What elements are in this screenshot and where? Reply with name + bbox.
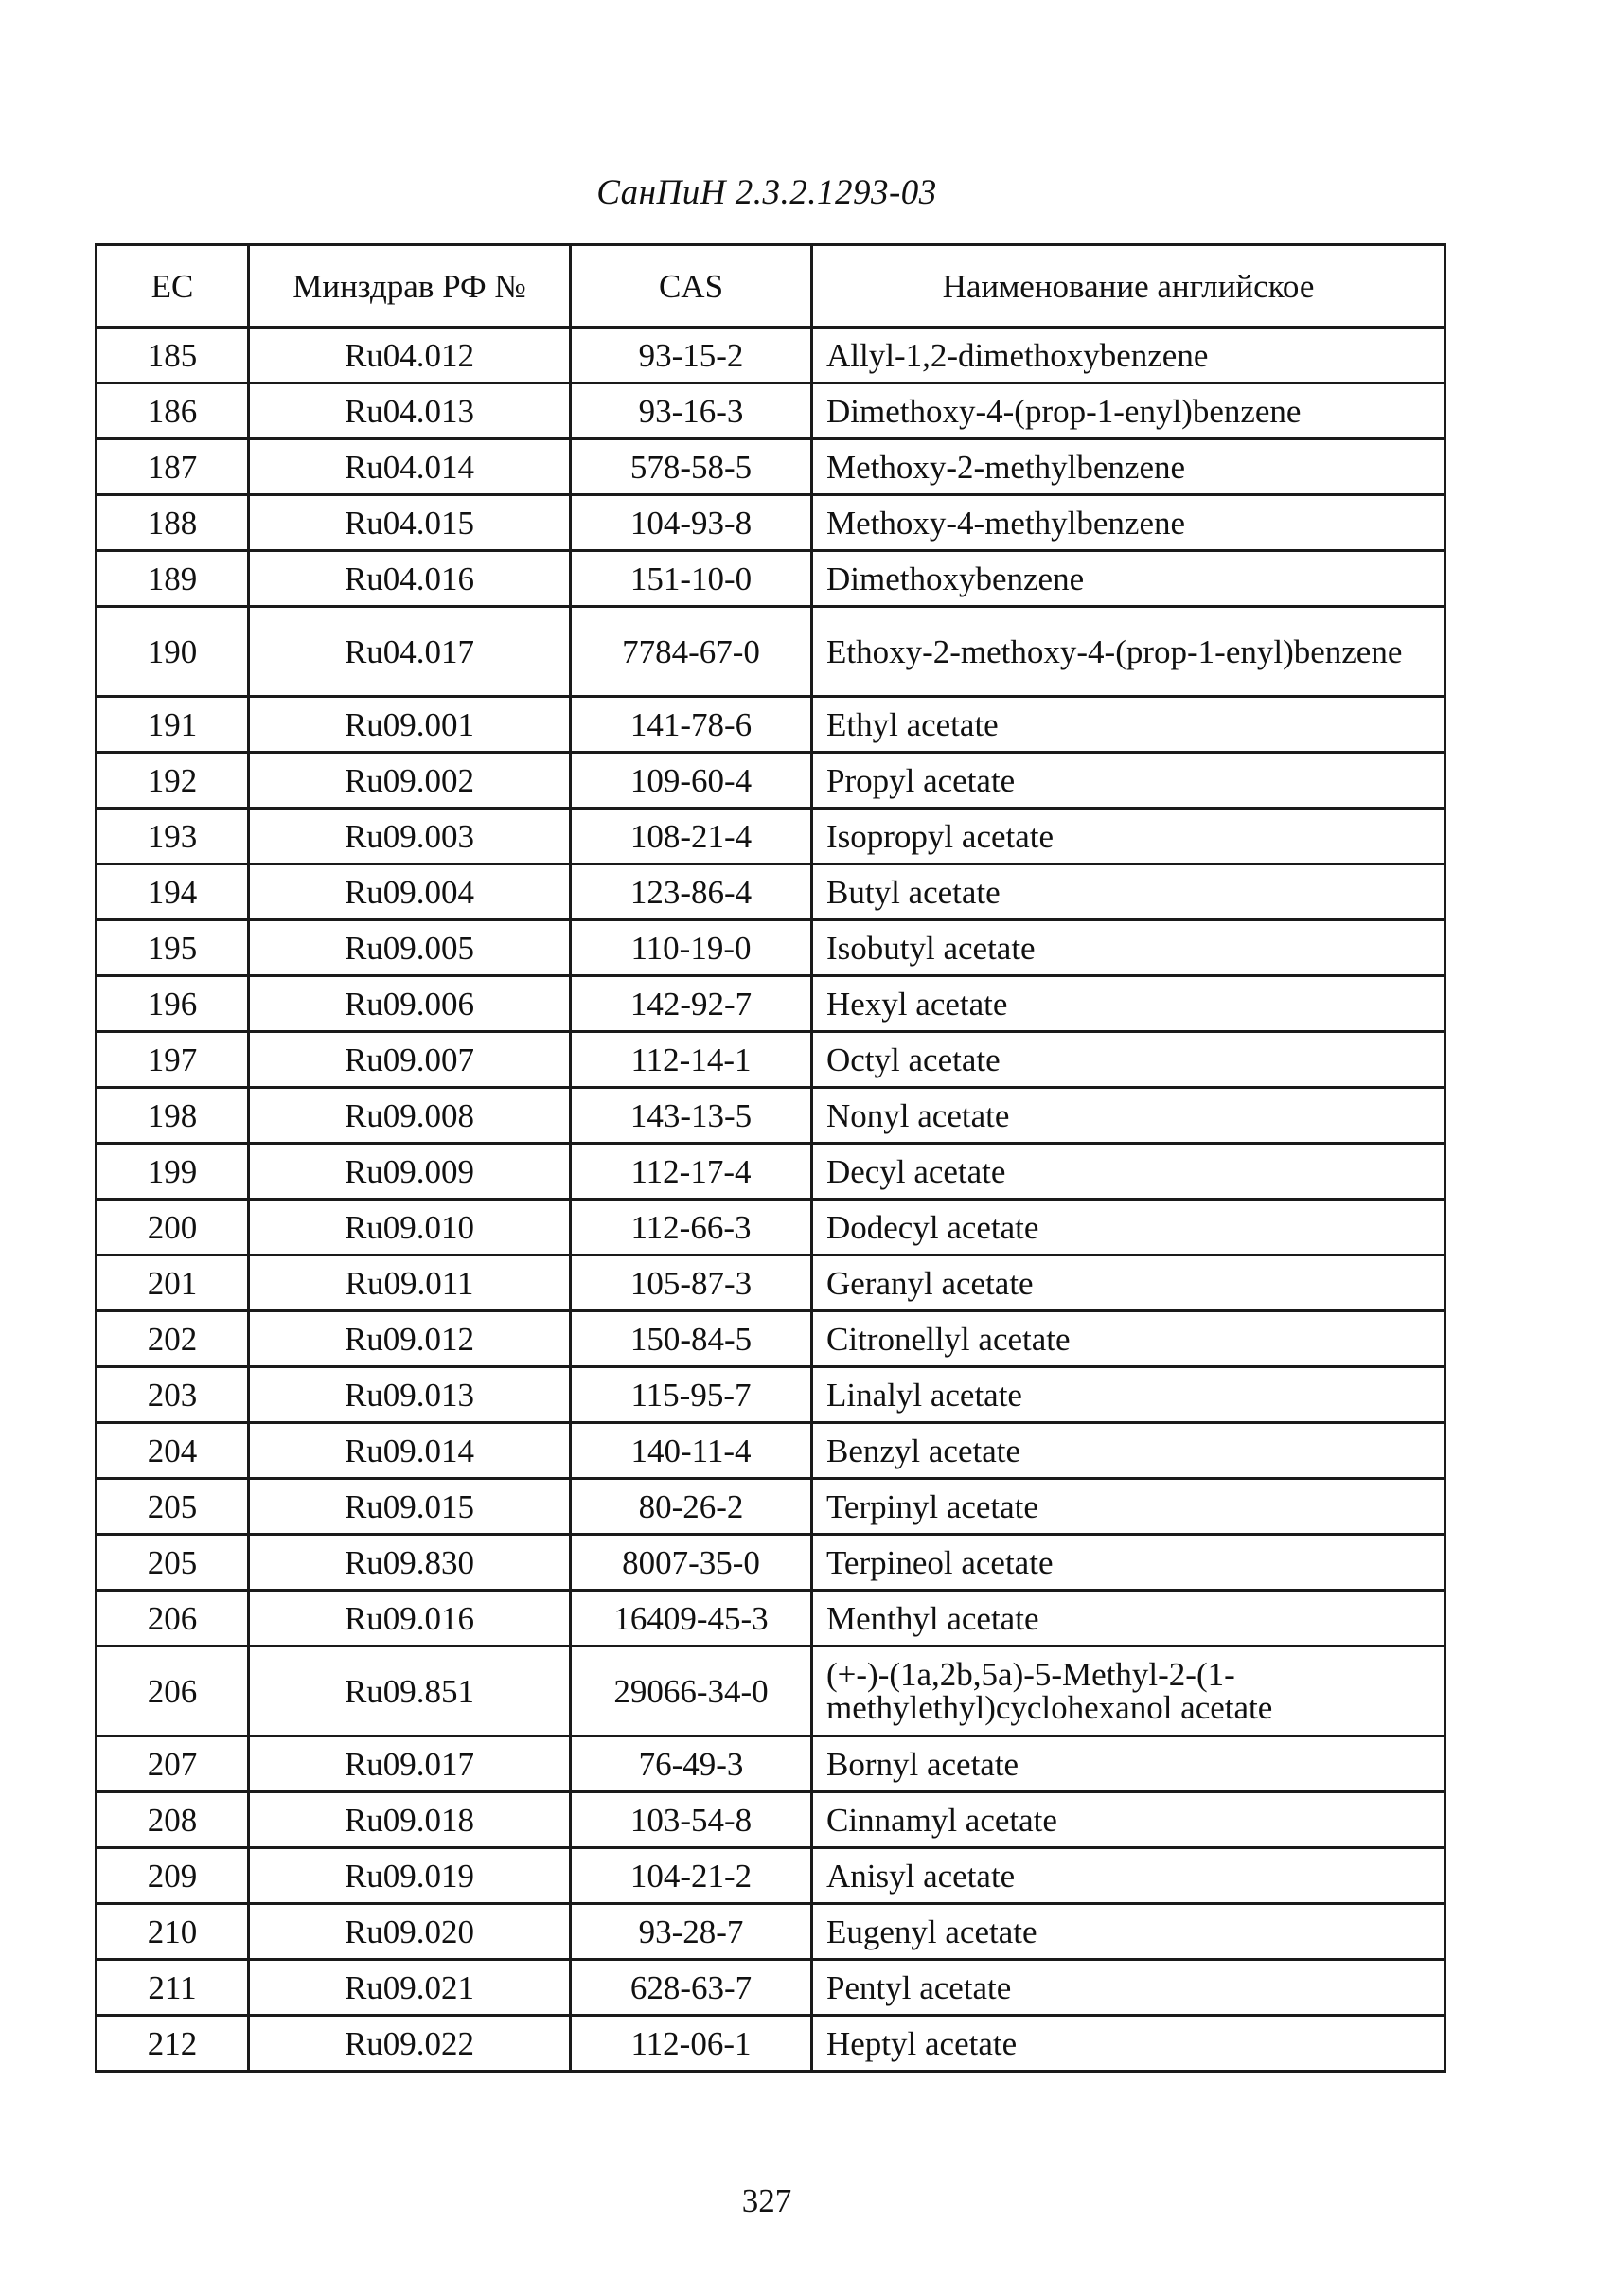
- table-row: [97, 495, 1445, 551]
- cell-ec: 196: [97, 976, 249, 1032]
- cell-english-name: Benzyl acetate: [812, 1423, 1445, 1479]
- cell-ministry-number: Ru09.002: [249, 753, 571, 809]
- cell-english-name: Pentyl acetate: [812, 1960, 1445, 2016]
- cell-ec: 197: [97, 1032, 249, 1088]
- cell-english-name: Hexyl acetate: [812, 976, 1445, 1032]
- cell-english-name: Ethyl acetate: [812, 697, 1445, 753]
- table-row: [97, 1792, 1445, 1848]
- table-header-row: [97, 245, 1445, 328]
- cell-cas: 112-06-1: [571, 2016, 812, 2072]
- cell-ministry-number: Ru09.009: [249, 1144, 571, 1200]
- cell-ministry-number: Ru04.016: [249, 551, 571, 607]
- cell-english-name: Decyl acetate: [812, 1144, 1445, 1200]
- table-row: [97, 1960, 1445, 2016]
- table-row: [97, 1904, 1445, 1960]
- table-row: [97, 1032, 1445, 1088]
- cell-cas: 115-95-7: [571, 1367, 812, 1423]
- cell-english-name: Propyl acetate: [812, 753, 1445, 809]
- col-header-ministry-number: Минздрав РФ №: [249, 245, 571, 328]
- cell-ministry-number: Ru04.017: [249, 607, 571, 697]
- cell-english-name: Anisyl acetate: [812, 1848, 1445, 1904]
- cell-ec: 207: [97, 1736, 249, 1792]
- table-row: [97, 864, 1445, 920]
- cell-english-name: Cinnamyl acetate: [812, 1792, 1445, 1848]
- table-row: [97, 328, 1445, 383]
- cell-cas: 109-60-4: [571, 753, 812, 809]
- cell-cas: 578-58-5: [571, 439, 812, 495]
- cell-ministry-number: Ru04.013: [249, 383, 571, 439]
- cell-english-name: Allyl-1,2-dimethoxybenzene: [812, 328, 1445, 383]
- table-row: [97, 697, 1445, 753]
- cell-english-name: Eugenyl acetate: [812, 1904, 1445, 1960]
- table-row: [97, 1423, 1445, 1479]
- table-row: [97, 920, 1445, 976]
- cell-ec: 208: [97, 1792, 249, 1848]
- cell-ministry-number: Ru09.001: [249, 697, 571, 753]
- cell-ministry-number: Ru04.015: [249, 495, 571, 551]
- cell-ec: 193: [97, 809, 249, 864]
- cell-ministry-number: Ru09.006: [249, 976, 571, 1032]
- cell-english-name: Isopropyl acetate: [812, 809, 1445, 864]
- cell-english-name: Butyl acetate: [812, 864, 1445, 920]
- cell-ministry-number: Ru09.014: [249, 1423, 571, 1479]
- cell-ec: 190: [97, 607, 249, 697]
- cell-english-name: (+-)-(1a,2b,5a)-5-Methyl-2-(1-methylethyl)cyclohexanol acetate: [812, 1646, 1445, 1736]
- cell-cas: 104-93-8: [571, 495, 812, 551]
- table-row: [97, 1200, 1445, 1255]
- cell-ec: 212: [97, 2016, 249, 2072]
- cell-ministry-number: Ru09.012: [249, 1311, 571, 1367]
- cell-ec: 206: [97, 1591, 249, 1646]
- col-header-ec: ЕС: [97, 245, 249, 328]
- cell-cas: 80-26-2: [571, 1479, 812, 1535]
- cell-ministry-number: Ru09.007: [249, 1032, 571, 1088]
- cell-ministry-number: Ru09.008: [249, 1088, 571, 1144]
- cell-ec: 202: [97, 1311, 249, 1367]
- table-row: [97, 753, 1445, 809]
- cell-english-name: Octyl acetate: [812, 1032, 1445, 1088]
- cell-ministry-number: Ru09.010: [249, 1200, 571, 1255]
- cell-cas: 142-92-7: [571, 976, 812, 1032]
- table-row: [97, 1535, 1445, 1591]
- table-row: [97, 809, 1445, 864]
- table-row: [97, 1736, 1445, 1792]
- cell-english-name: Isobutyl acetate: [812, 920, 1445, 976]
- cell-english-name: Bornyl acetate: [812, 1736, 1445, 1792]
- cell-ec: 192: [97, 753, 249, 809]
- table-row: [97, 1088, 1445, 1144]
- cell-ministry-number: Ru09.015: [249, 1479, 571, 1535]
- cell-ec: 185: [97, 328, 249, 383]
- table-row: [97, 1144, 1445, 1200]
- cell-cas: 104-21-2: [571, 1848, 812, 1904]
- table-row: [97, 439, 1445, 495]
- table-row: [97, 976, 1445, 1032]
- col-header-cas: CAS: [571, 245, 812, 328]
- cell-english-name: Dimethoxybenzene: [812, 551, 1445, 607]
- cell-ministry-number: Ru09.830: [249, 1535, 571, 1591]
- cell-cas: 105-87-3: [571, 1255, 812, 1311]
- cell-ec: 210: [97, 1904, 249, 1960]
- cell-ec: 204: [97, 1423, 249, 1479]
- cell-ministry-number: Ru09.013: [249, 1367, 571, 1423]
- cell-ec: 205: [97, 1479, 249, 1535]
- cell-ec: 201: [97, 1255, 249, 1311]
- cell-ministry-number: Ru09.017: [249, 1736, 571, 1792]
- cell-ec: 203: [97, 1367, 249, 1423]
- cell-english-name: Dimethoxy-4-(prop-1-enyl)benzene: [812, 383, 1445, 439]
- cell-ec: 194: [97, 864, 249, 920]
- cell-ec: 186: [97, 383, 249, 439]
- cell-cas: 628-63-7: [571, 1960, 812, 2016]
- cell-cas: 93-16-3: [571, 383, 812, 439]
- cell-cas: 112-66-3: [571, 1200, 812, 1255]
- cell-english-name: Terpineol acetate: [812, 1535, 1445, 1591]
- table-row: [97, 1367, 1445, 1423]
- cell-ministry-number: Ru09.020: [249, 1904, 571, 1960]
- cell-ec: 206: [97, 1646, 249, 1736]
- cell-english-name: Geranyl acetate: [812, 1255, 1445, 1311]
- cell-english-name: Methoxy-4-methylbenzene: [812, 495, 1445, 551]
- cell-ministry-number: Ru09.005: [249, 920, 571, 976]
- cell-ministry-number: Ru09.003: [249, 809, 571, 864]
- cell-ec: 191: [97, 697, 249, 753]
- cell-english-name: Terpinyl acetate: [812, 1479, 1445, 1535]
- cell-cas: 140-11-4: [571, 1423, 812, 1479]
- cell-cas: 8007-35-0: [571, 1535, 812, 1591]
- cell-ministry-number: Ru09.019: [249, 1848, 571, 1904]
- cell-ec: 189: [97, 551, 249, 607]
- cell-cas: 7784-67-0: [571, 607, 812, 697]
- cell-cas: 16409-45-3: [571, 1591, 812, 1646]
- table-row: [97, 383, 1445, 439]
- table-row: [97, 2016, 1445, 2072]
- cell-english-name: Citronellyl acetate: [812, 1311, 1445, 1367]
- cell-ministry-number: Ru09.011: [249, 1255, 571, 1311]
- cell-ministry-number: Ru09.004: [249, 864, 571, 920]
- cell-cas: 123-86-4: [571, 864, 812, 920]
- cell-cas: 110-19-0: [571, 920, 812, 976]
- cell-ministry-number: Ru09.018: [249, 1792, 571, 1848]
- cell-english-name: Heptyl acetate: [812, 2016, 1445, 2072]
- cell-cas: 103-54-8: [571, 1792, 812, 1848]
- cell-cas: 29066-34-0: [571, 1646, 812, 1736]
- cell-cas: 151-10-0: [571, 551, 812, 607]
- data-table: [95, 243, 1446, 2073]
- cell-ec: 205: [97, 1535, 249, 1591]
- cell-ec: 187: [97, 439, 249, 495]
- cell-english-name: Dodecyl acetate: [812, 1200, 1445, 1255]
- table-row: [97, 1311, 1445, 1367]
- cell-ec: 199: [97, 1144, 249, 1200]
- cell-english-name: Nonyl acetate: [812, 1088, 1445, 1144]
- cell-ec: 211: [97, 1960, 249, 2016]
- table-row: [97, 551, 1445, 607]
- cell-english-name: Linalyl acetate: [812, 1367, 1445, 1423]
- cell-english-name: Methoxy-2-methylbenzene: [812, 439, 1445, 495]
- cell-cas: 108-21-4: [571, 809, 812, 864]
- col-header-english-name: Наименование английское: [812, 245, 1445, 328]
- cell-cas: 112-17-4: [571, 1144, 812, 1200]
- table-row: [97, 1255, 1445, 1311]
- cell-cas: 76-49-3: [571, 1736, 812, 1792]
- page-header: СанПиН 2.3.2.1293-03: [596, 173, 937, 212]
- cell-cas: 93-28-7: [571, 1904, 812, 1960]
- table-row: [97, 1479, 1445, 1535]
- table-row: [97, 1646, 1445, 1736]
- cell-ec: 209: [97, 1848, 249, 1904]
- cell-ministry-number: Ru04.014: [249, 439, 571, 495]
- cell-ec: 188: [97, 495, 249, 551]
- cell-cas: 93-15-2: [571, 328, 812, 383]
- cell-ec: 195: [97, 920, 249, 976]
- cell-ec: 200: [97, 1200, 249, 1255]
- cell-cas: 143-13-5: [571, 1088, 812, 1144]
- cell-ministry-number: Ru09.851: [249, 1646, 571, 1736]
- cell-ministry-number: Ru09.022: [249, 2016, 571, 2072]
- cell-ministry-number: Ru09.016: [249, 1591, 571, 1646]
- cell-cas: 141-78-6: [571, 697, 812, 753]
- table-row: [97, 1848, 1445, 1904]
- table-row: [97, 607, 1445, 697]
- cell-ec: 198: [97, 1088, 249, 1144]
- table-row: [97, 1591, 1445, 1646]
- cell-ministry-number: Ru04.012: [249, 328, 571, 383]
- cell-english-name: Ethoxy-2-methoxy-4-(prop-1-enyl)benzene: [812, 607, 1445, 697]
- cell-cas: 150-84-5: [571, 1311, 812, 1367]
- page-number: 327: [741, 2182, 792, 2219]
- cell-cas: 112-14-1: [571, 1032, 812, 1088]
- cell-ministry-number: Ru09.021: [249, 1960, 571, 2016]
- cell-english-name: Menthyl acetate: [812, 1591, 1445, 1646]
